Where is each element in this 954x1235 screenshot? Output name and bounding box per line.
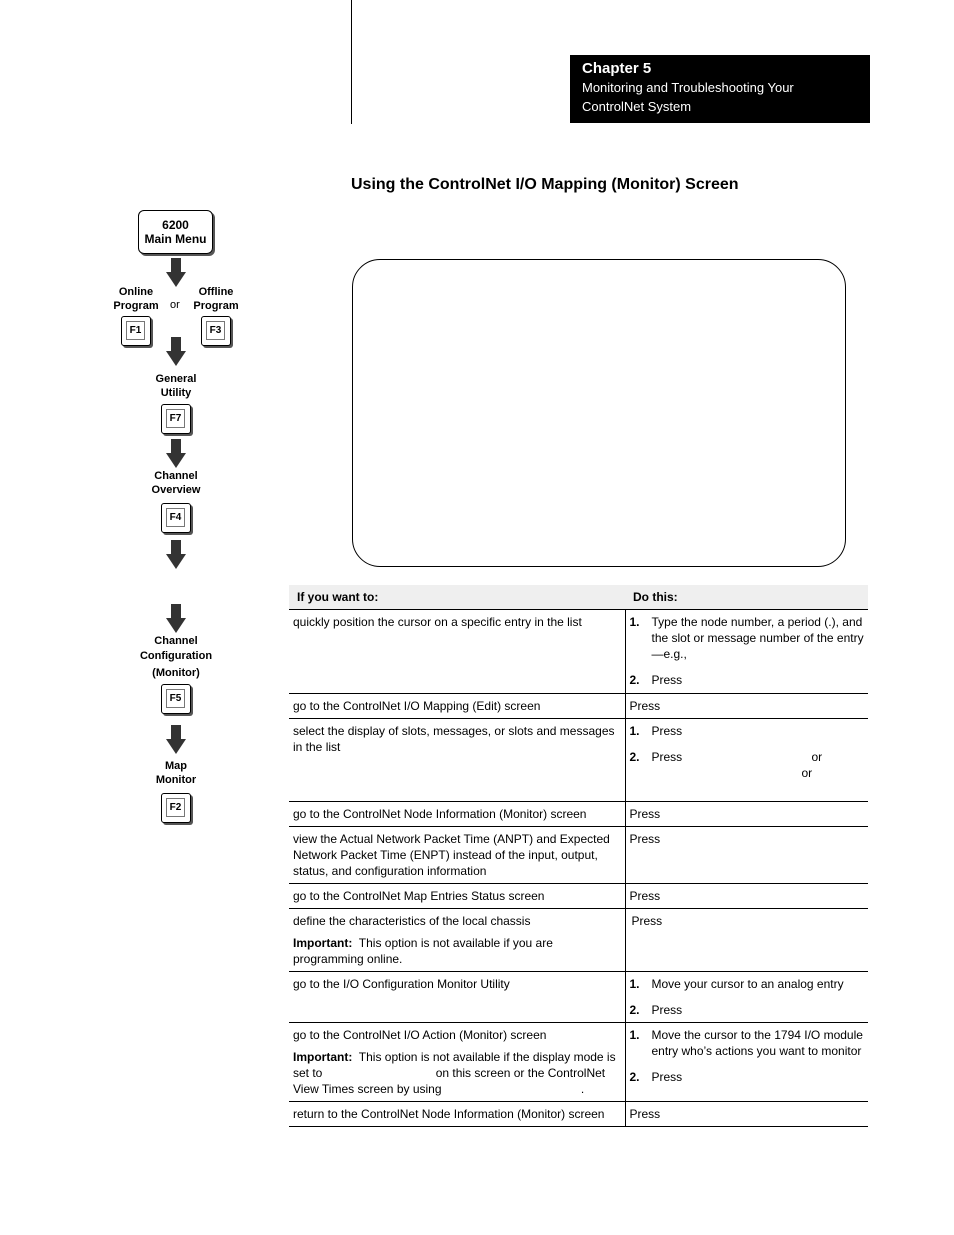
table-row xyxy=(289,1022,868,1101)
table-row xyxy=(289,883,868,908)
table-row xyxy=(289,693,868,718)
f3-key-label: F3 xyxy=(206,321,225,340)
main-menu-line1: 6200 xyxy=(162,218,189,232)
down-arrow-icon xyxy=(166,604,186,634)
down-arrow-icon xyxy=(166,725,186,755)
header-divider xyxy=(351,0,352,124)
down-arrow-icon xyxy=(166,337,186,367)
general-line2: Utility xyxy=(160,387,192,399)
step-text: Press xyxy=(651,1069,683,1084)
table-row xyxy=(289,826,868,883)
f1-key-icon xyxy=(121,316,151,346)
table-row xyxy=(289,1101,868,1126)
or-text: or xyxy=(801,765,813,780)
table-cell: quickly position the cursor on a specific entry in the list xyxy=(289,609,625,693)
f3-key-icon xyxy=(201,316,231,346)
important-label: Important: xyxy=(293,1049,353,1064)
general-line1: General xyxy=(155,373,197,385)
main-menu-line2: Main Menu xyxy=(144,232,207,246)
table-cell: Press xyxy=(625,1101,868,1126)
step-number: 1. xyxy=(629,723,640,738)
step-number: 2. xyxy=(629,672,640,687)
step-text: Press xyxy=(651,672,683,687)
column-header-do-this: Do this: xyxy=(625,585,868,609)
offline-line1: Offline xyxy=(198,286,234,298)
table-cell xyxy=(289,1022,625,1101)
table-cell: go to the ControlNet Node Information (Monitor) screen xyxy=(289,801,625,826)
general-utility-label xyxy=(140,372,212,400)
online-line2: Program xyxy=(113,300,159,312)
step xyxy=(630,1002,865,1018)
row-text: go to the ControlNet I/O Action (Monitor) screen xyxy=(293,1027,547,1042)
offline-line2: Program xyxy=(193,300,239,312)
config-line2: Configuration xyxy=(139,650,213,662)
section-title: Using the ControlNet I/O Mapping (Monitor) Screen xyxy=(351,176,739,193)
online-line1: Online xyxy=(118,286,154,298)
column-header-if-you-want: If you want to: xyxy=(289,585,625,609)
f7-key-label: F7 xyxy=(166,409,185,428)
f5-key-label: F5 xyxy=(166,689,185,708)
step-text: Press xyxy=(651,749,683,764)
actions-table xyxy=(289,585,868,1127)
main-menu-box xyxy=(138,210,213,254)
table-row xyxy=(289,718,868,801)
important-text: on this screen or the ControlNet View Times screen by using xyxy=(293,1065,606,1096)
table-cell: Press xyxy=(625,801,868,826)
table-row xyxy=(289,908,868,971)
step-number: 1. xyxy=(629,1027,640,1042)
table-row xyxy=(289,609,868,693)
table-cell: view the Actual Network Packet Time (ANPT) and Expected Network Packet Time (ENPT) instead of the input, output, status, and configuration information xyxy=(289,826,625,883)
step-text: Move the cursor to the 1794 I/O module entry who’s actions you want to monitor xyxy=(651,1027,863,1058)
chapter-number: Chapter 5 xyxy=(582,60,652,77)
step-number: 2. xyxy=(629,1069,640,1084)
config-line1: Channel xyxy=(154,635,198,647)
table-cell xyxy=(289,908,625,971)
step-number: 2. xyxy=(629,749,640,764)
f1-key-label: F1 xyxy=(126,321,145,340)
important-note xyxy=(293,935,621,967)
channel-line2: Overview xyxy=(151,484,201,496)
important-note xyxy=(293,1049,621,1097)
step-text: Move your cursor to an analog entry xyxy=(651,976,844,991)
f5-key-icon xyxy=(161,684,191,714)
f7-key-icon xyxy=(161,404,191,434)
channel-overview-label xyxy=(140,469,212,497)
important-text: This option is not available if the display mode is set to xyxy=(293,1049,616,1080)
table-cell: return to the ControlNet Node Information (Monitor) screen xyxy=(289,1101,625,1126)
table-cell xyxy=(625,718,868,801)
step xyxy=(630,614,865,662)
row-text: define the characteristics of the local chassis xyxy=(293,913,531,928)
step-text: Press xyxy=(651,723,683,738)
step xyxy=(630,749,865,765)
step xyxy=(630,1027,865,1059)
f2-key-label: F2 xyxy=(166,798,185,817)
table-cell: go to the ControlNet Map Entries Status screen xyxy=(289,883,625,908)
step-text: Type the node number, a period (.), and the slot or message number of the entry—e.g., xyxy=(651,614,864,661)
important-text: . xyxy=(580,1081,585,1096)
row-text: Press xyxy=(631,913,663,928)
step xyxy=(630,976,865,992)
table-cell xyxy=(625,971,868,1022)
down-arrow-icon xyxy=(166,258,186,288)
table-cell: select the display of slots, messages, or slots and messages in the list xyxy=(289,718,625,801)
chapter-subtitle-line1: Monitoring and Troubleshooting Your xyxy=(582,80,794,95)
channel-configuration-label xyxy=(128,634,224,681)
step xyxy=(630,1069,865,1085)
step-number: 1. xyxy=(629,976,640,991)
chapter-subtitle-line2: ControlNet System xyxy=(582,99,692,114)
f2-key-icon xyxy=(161,793,191,823)
important-text: This option is not available if you are programming online. xyxy=(293,935,553,966)
map-monitor-label xyxy=(140,759,212,787)
table-cell: Press xyxy=(625,693,868,718)
table-header-row xyxy=(289,585,868,609)
online-program-label xyxy=(108,285,164,313)
screen-display-frame xyxy=(352,259,846,567)
table-row xyxy=(289,971,868,1022)
table-cell xyxy=(625,908,868,971)
step xyxy=(630,672,865,688)
down-arrow-icon xyxy=(166,439,186,469)
f4-key-icon xyxy=(161,503,191,533)
step-text: Press xyxy=(651,1002,683,1017)
step-number: 1. xyxy=(629,614,640,629)
table-cell xyxy=(625,1022,868,1101)
offline-program-label xyxy=(188,285,244,313)
table-cell: Press xyxy=(625,826,868,883)
map-line1: Map xyxy=(165,760,187,772)
channel-line1: Channel xyxy=(154,470,198,482)
or-text: or xyxy=(811,749,823,764)
map-line2: Monitor xyxy=(155,774,197,786)
table-row xyxy=(289,801,868,826)
chapter-header xyxy=(570,55,870,123)
config-line3: (Monitor) xyxy=(152,667,200,679)
table-cell: Press xyxy=(625,883,868,908)
table-cell xyxy=(625,609,868,693)
f4-key-label: F4 xyxy=(166,508,185,527)
step-number: 2. xyxy=(629,1002,640,1017)
important-label: Important: xyxy=(293,935,353,950)
table-cell: go to the ControlNet I/O Mapping (Edit) screen xyxy=(289,693,625,718)
table-cell: go to the I/O Configuration Monitor Utility xyxy=(289,971,625,1022)
step xyxy=(630,723,865,739)
or-label: or xyxy=(170,299,180,311)
down-arrow-icon xyxy=(166,540,186,570)
